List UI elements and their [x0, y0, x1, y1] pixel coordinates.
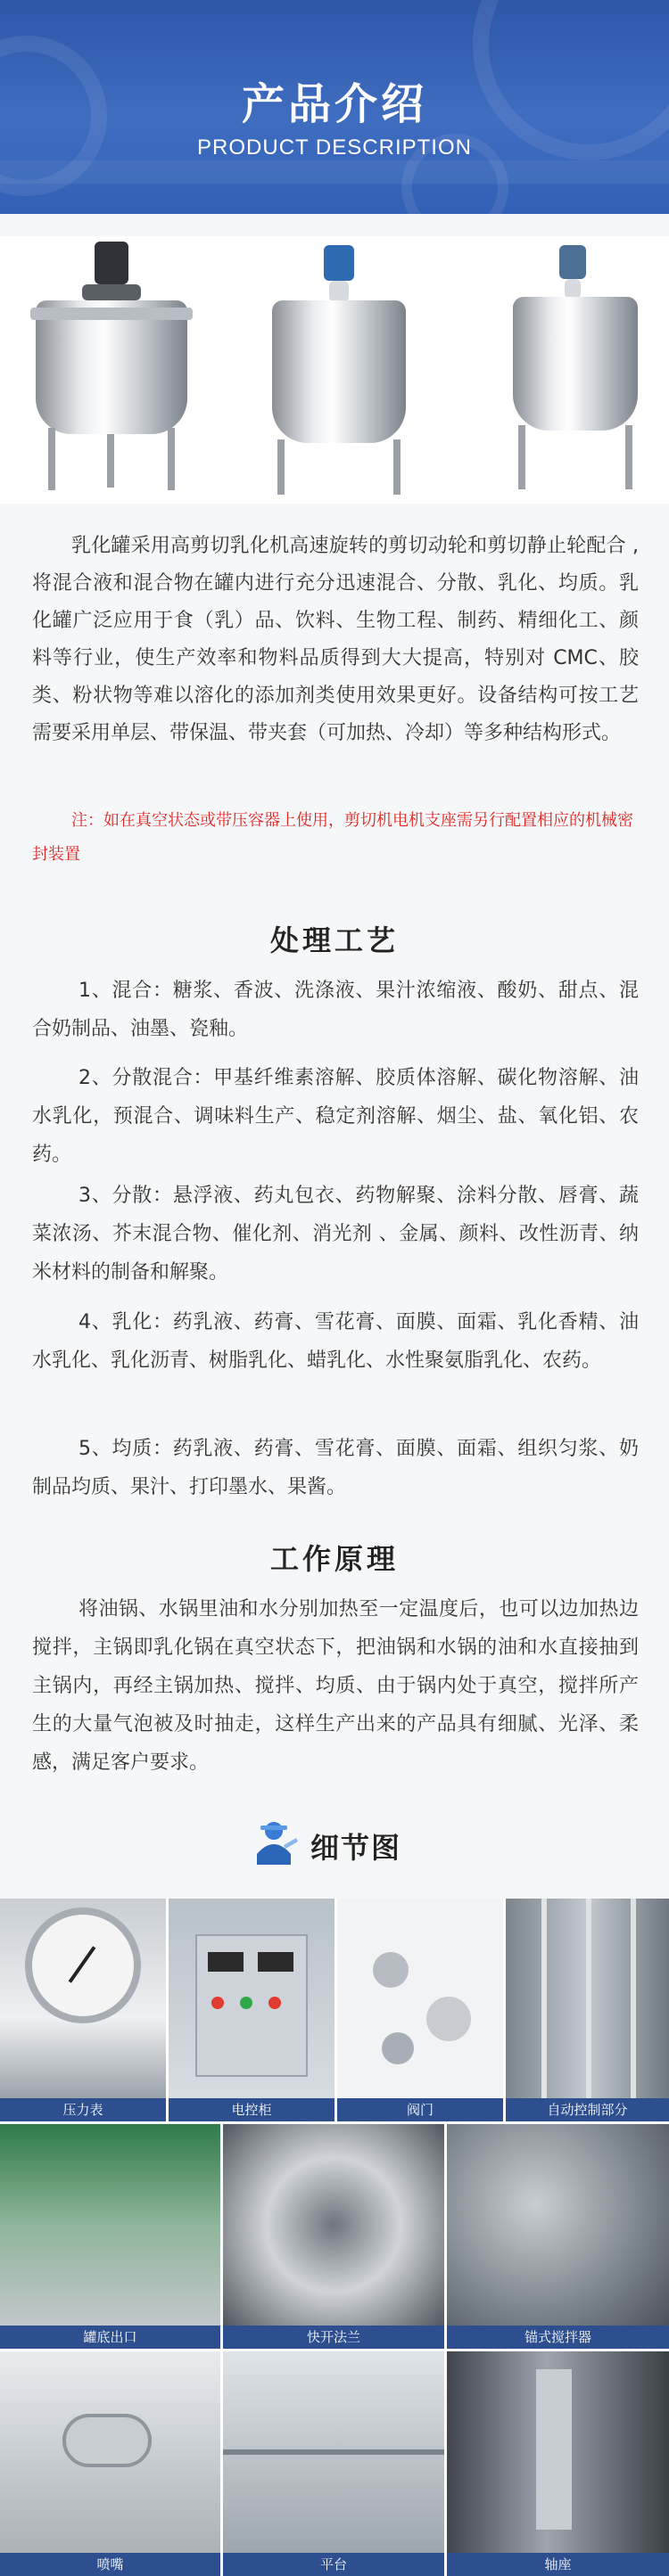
- detail-tank-outlet: [0, 2124, 220, 2349]
- detail-platform: [223, 2351, 444, 2576]
- engineer-icon: [248, 1818, 300, 1870]
- detail-caption: 喷嘴: [0, 2553, 220, 2576]
- banner: [0, 0, 669, 214]
- principle-title: 工作原理: [269, 1542, 399, 1576]
- process-title: 处理工艺: [269, 923, 399, 957]
- detail-title: 细节图: [310, 1831, 402, 1865]
- detail-header: [0, 1818, 669, 1872]
- product-photos: [0, 236, 669, 504]
- process-item: 5、均质：药乳液、药膏、雪花膏、面膜、面霜、组织匀浆、奶制品均质、果汁、打印墨水、果酱。: [32, 1438, 639, 1498]
- banner-subtitle: PRODUCT DESCRIPTION: [197, 135, 472, 160]
- tank-photo-1: [18, 236, 205, 504]
- tank-photo-3: [495, 236, 656, 504]
- tank-photo-2: [254, 236, 424, 504]
- warning-note: 注：如在真空状态或带压容器上使用，剪切机电机支座需另行配置相应的机械密封装置: [32, 811, 633, 864]
- detail-nozzle: [0, 2351, 220, 2576]
- process-item: 1、混合：糖浆、香波、洗涤液、果汁浓缩液、酸奶、甜点、混合奶制品、油墨、瓷釉。: [32, 980, 639, 1040]
- detail-control-cabinet: [169, 1899, 334, 2121]
- detail-caption: 电控柜: [169, 2098, 334, 2121]
- detail-gallery: [0, 1899, 669, 2576]
- detail-valve: [337, 1899, 503, 2121]
- detail-caption: 压力表: [0, 2098, 166, 2121]
- principle-text: 将油锅、水锅里油和水分别加热至一定温度后，也可以边加热边搅拌，主锅即乳化锅在真空状态下，把油锅和水锅的油和水直接抽到主锅内，再经主锅加热、搅拌、均质、由于锅内处于真空，搅拌所产生的大量气泡被及时抽走，这样生产出来的产品具有细腻、光泽、柔感，满足客户要求。: [32, 1598, 639, 1774]
- process-item: 2、分散混合：甲基纤维素溶解、胶质体溶解、碳化物溶解、油水乳化，预混合、调味料生产、稳定剂溶解、烟尘、盐、氧化铝、农药。: [32, 1067, 639, 1166]
- pipe-decoration: [0, 160, 669, 184]
- detail-caption: 平台: [223, 2553, 444, 2576]
- detail-caption: 快开法兰: [223, 2326, 444, 2349]
- process-item: 3、分散：悬浮液、药丸包衣、药物解聚、涂料分散、唇膏、蔬菜浓汤、芥末混合物、催化剂、消光剂 、金属、颜料、改性沥青、纳米材料的制备和解聚。: [32, 1185, 639, 1284]
- detail-caption: 自动控制部分: [506, 2098, 669, 2121]
- detail-caption: 锚式搅拌器: [447, 2326, 669, 2349]
- product-description: 乳化罐采用高剪切乳化机高速旋转的剪切动轮和剪切静止轮配合 ,将混合液和混合物在罐内进行充分迅速混合、分散、乳化、均质。乳化罐广泛应用于食（乳）品、饮料、生物工程、制药、精细化工、颜料等行业，使生产效率和物料品质得到大大提高，特别对 CMC、胶类、粉状物等难以溶化的添加剂类使用效果更好。设备结构可按工艺需要采用单层、带保温、带夹套（可加热、冷却）等多种结构形式。: [32, 535, 639, 744]
- detail-quick-flange: [223, 2124, 444, 2349]
- detail-anchor-agitator: [447, 2124, 669, 2349]
- process-item: 4、乳化：药乳液、药膏、雪花膏、面膜、面霜、乳化香精、油水乳化、乳化沥青、树脂乳化、蜡乳化、水性聚氨脂乳化、农药。: [32, 1311, 639, 1372]
- detail-shaft-seat: [447, 2351, 669, 2576]
- detail-pressure-gauge: [0, 1899, 166, 2121]
- detail-caption: 轴座: [447, 2553, 669, 2576]
- detail-auto-control: [506, 1899, 669, 2121]
- banner-title: 产品介绍: [241, 79, 427, 129]
- detail-caption: 阀门: [337, 2098, 503, 2121]
- detail-caption: 罐底出口: [0, 2326, 220, 2349]
